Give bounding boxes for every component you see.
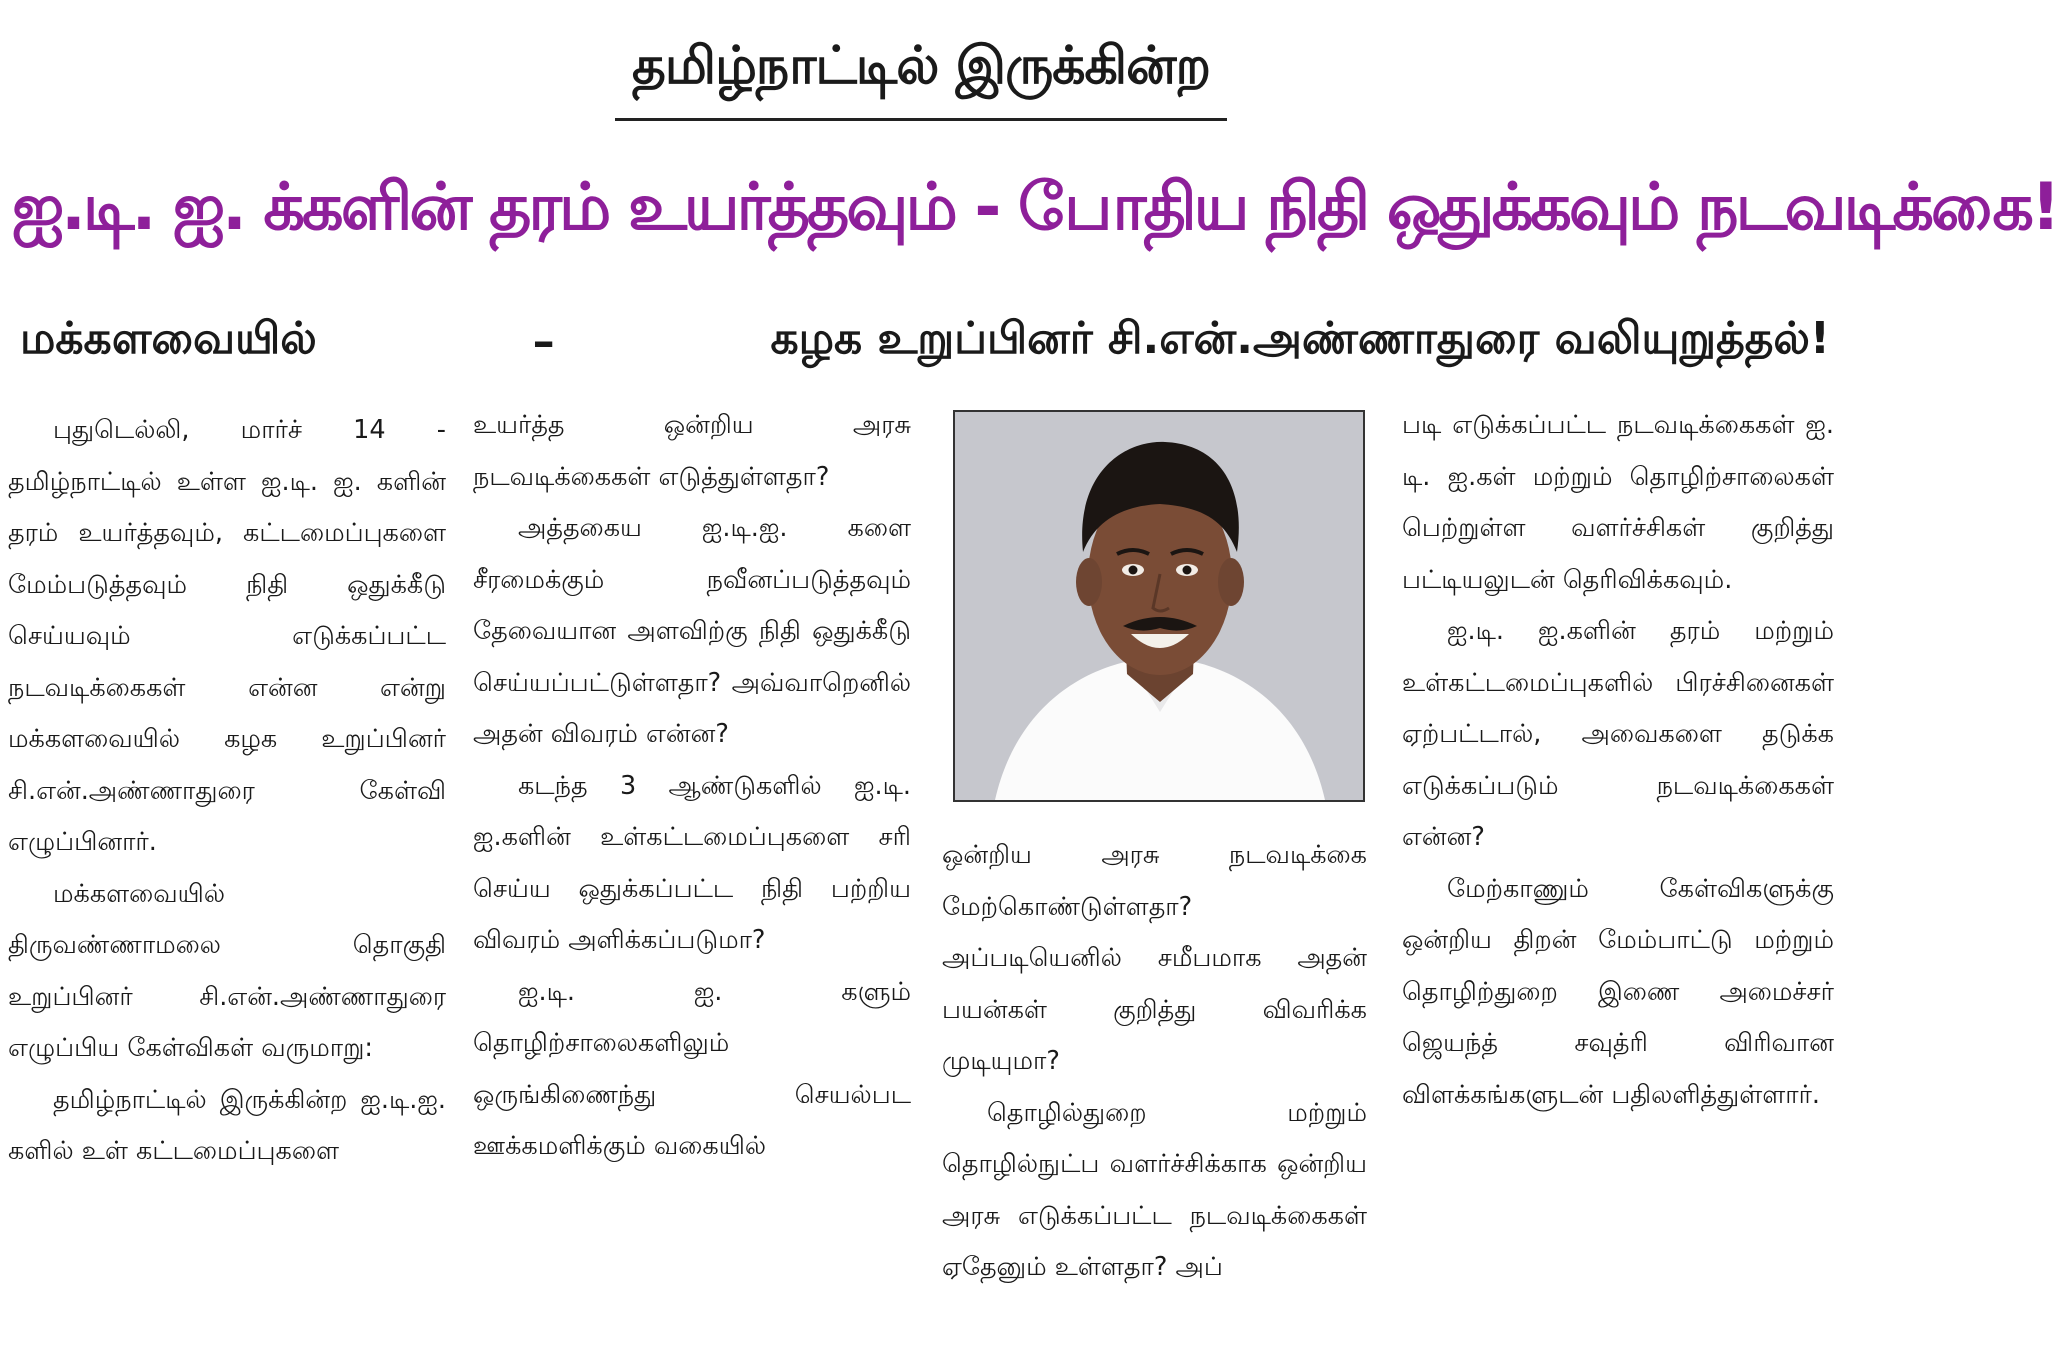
paragraph: புதுடெல்லி, மார்ச் 14 - தமிழ்நாட்டில் உள்ள ஐ.டி. ஐ. களின் தரம் உயர்த்தவும், கட்டமைப்புகளை மேம்படுத்தவும் நிதி ஒதுக்கீடு செய்யவும் எடுக்கப்பட்ட நடவடிக்கைகள் என்ன என்று மக்களவையில் கழக உறுப்பினர் சி.என்.அண்ணாதுரை கேள்வி எழுப்பினார்.	[8, 415, 446, 857]
paragraph: ஐ.டி. ஐ.களின் தரம் மற்றும் உள்கட்டமைப்புகளில் பிரச்சினைகள் ஏற்பட்டால், அவைகளை தடுக்க எடுக்கப்படும் நடவடிக்கைகள் என்ன?	[1402, 616, 1834, 852]
paragraph: மேற்காணும் கேள்விகளுக்கு ஒன்றிய திறன் மேம்பாட்டு மற்றும் தொழிற்துறை இணை அமைச்சர் ஜெயந்த் சவுத்ரி விரிவான விளக்கங்களுடன் பதிலளித்துள்ளார்.	[1402, 873, 1834, 1110]
paragraph: படி எடுக்கப்பட்ட நடவடிக்கைகள் ஐ. டி. ஐ.கள் மற்றும் தொழிற்சாலைகள் பெற்றுள்ள வளர்ச்சிகள் குறித்து பட்டியலுடன் தெரிவிக்கவும்.	[1402, 410, 1834, 595]
paragraph: ஐ.டி. ஐ. களும் தொழிற்சாலைகளிலும் ஒருங்கிணைந்து செயல்பட ஊக்கமளிக்கும் வகையில்	[473, 976, 911, 1161]
portrait-photo	[953, 410, 1365, 802]
paragraph: அத்தகைய ஐ.டி.ஐ. களை சீரமைக்கும் நவீனப்படுத்தவும் தேவையான அளவிற்கு நிதி ஒதுக்கீடு செய்யப்பட்டுள்ளதா? அவ்வாறெனில் அதன் விவரம் என்ன?	[473, 513, 911, 749]
article-column-1	[8, 405, 446, 1178]
paragraph: மக்களவையில் திருவண்ணாமலை தொகுதி உறுப்பினர் சி.என்.அண்ணாதுரை எழுப்பிய கேள்விகள் வருமாறு:	[8, 878, 446, 1063]
headline: ஐ.டி. ஐ. க்களின் தரம் உயர்த்தவும் - போதிய நிதி ஒதுக்கவும் நடவடிக்கை!	[12, 170, 2058, 245]
portrait-illustration	[955, 412, 1363, 800]
paragraph: உயர்த்த ஒன்றிய அரசு நடவடிக்கைகள் எடுத்துள்ளதா?	[473, 410, 911, 492]
paragraph: கடந்த 3 ஆண்டுகளில் ஐ.டி. ஐ.களின் உள்கட்டமைப்புகளை சரி செய்ய ஒதுக்கப்பட்ட நிதி பற்றிய விவரம் அளிக்கப்படுமா?	[473, 770, 911, 955]
article-column-4	[1402, 400, 1834, 1121]
article-column-3	[942, 830, 1367, 1294]
subhead-part-1: மக்களவையில்	[20, 312, 317, 364]
paragraph: தமிழ்நாட்டில் இருக்கின்ற ஐ.டி.ஐ. களில் உள் கட்டமைப்புகளை	[8, 1084, 446, 1166]
subhead-dash: –	[532, 315, 555, 367]
paragraph: ஒன்றிய அரசு நடவடிக்கை மேற்கொண்டுள்ளதா? அப்படியெனில் சமீபமாக அதன் பயன்கள் குறித்து விவரிக்க முடியுமா?	[942, 840, 1367, 1076]
paragraph: தொழில்துறை மற்றும் தொழில்நுட்ப வளர்ச்சிக்காக ஒன்றிய அரசு எடுக்கப்பட்ட நடவடிக்கைகள் ஏதேனும் உள்ளதா? அப்	[942, 1097, 1367, 1282]
article-column-2	[473, 400, 911, 1173]
subhead-part-2: கழக உறுப்பினர் சி.என்.அண்ணாதுரை வலியுறுத்தல்!	[770, 312, 1830, 364]
subheadline	[20, 300, 1830, 382]
kicker-heading: தமிழ்நாட்டில் இருக்கின்ற	[615, 18, 1227, 121]
